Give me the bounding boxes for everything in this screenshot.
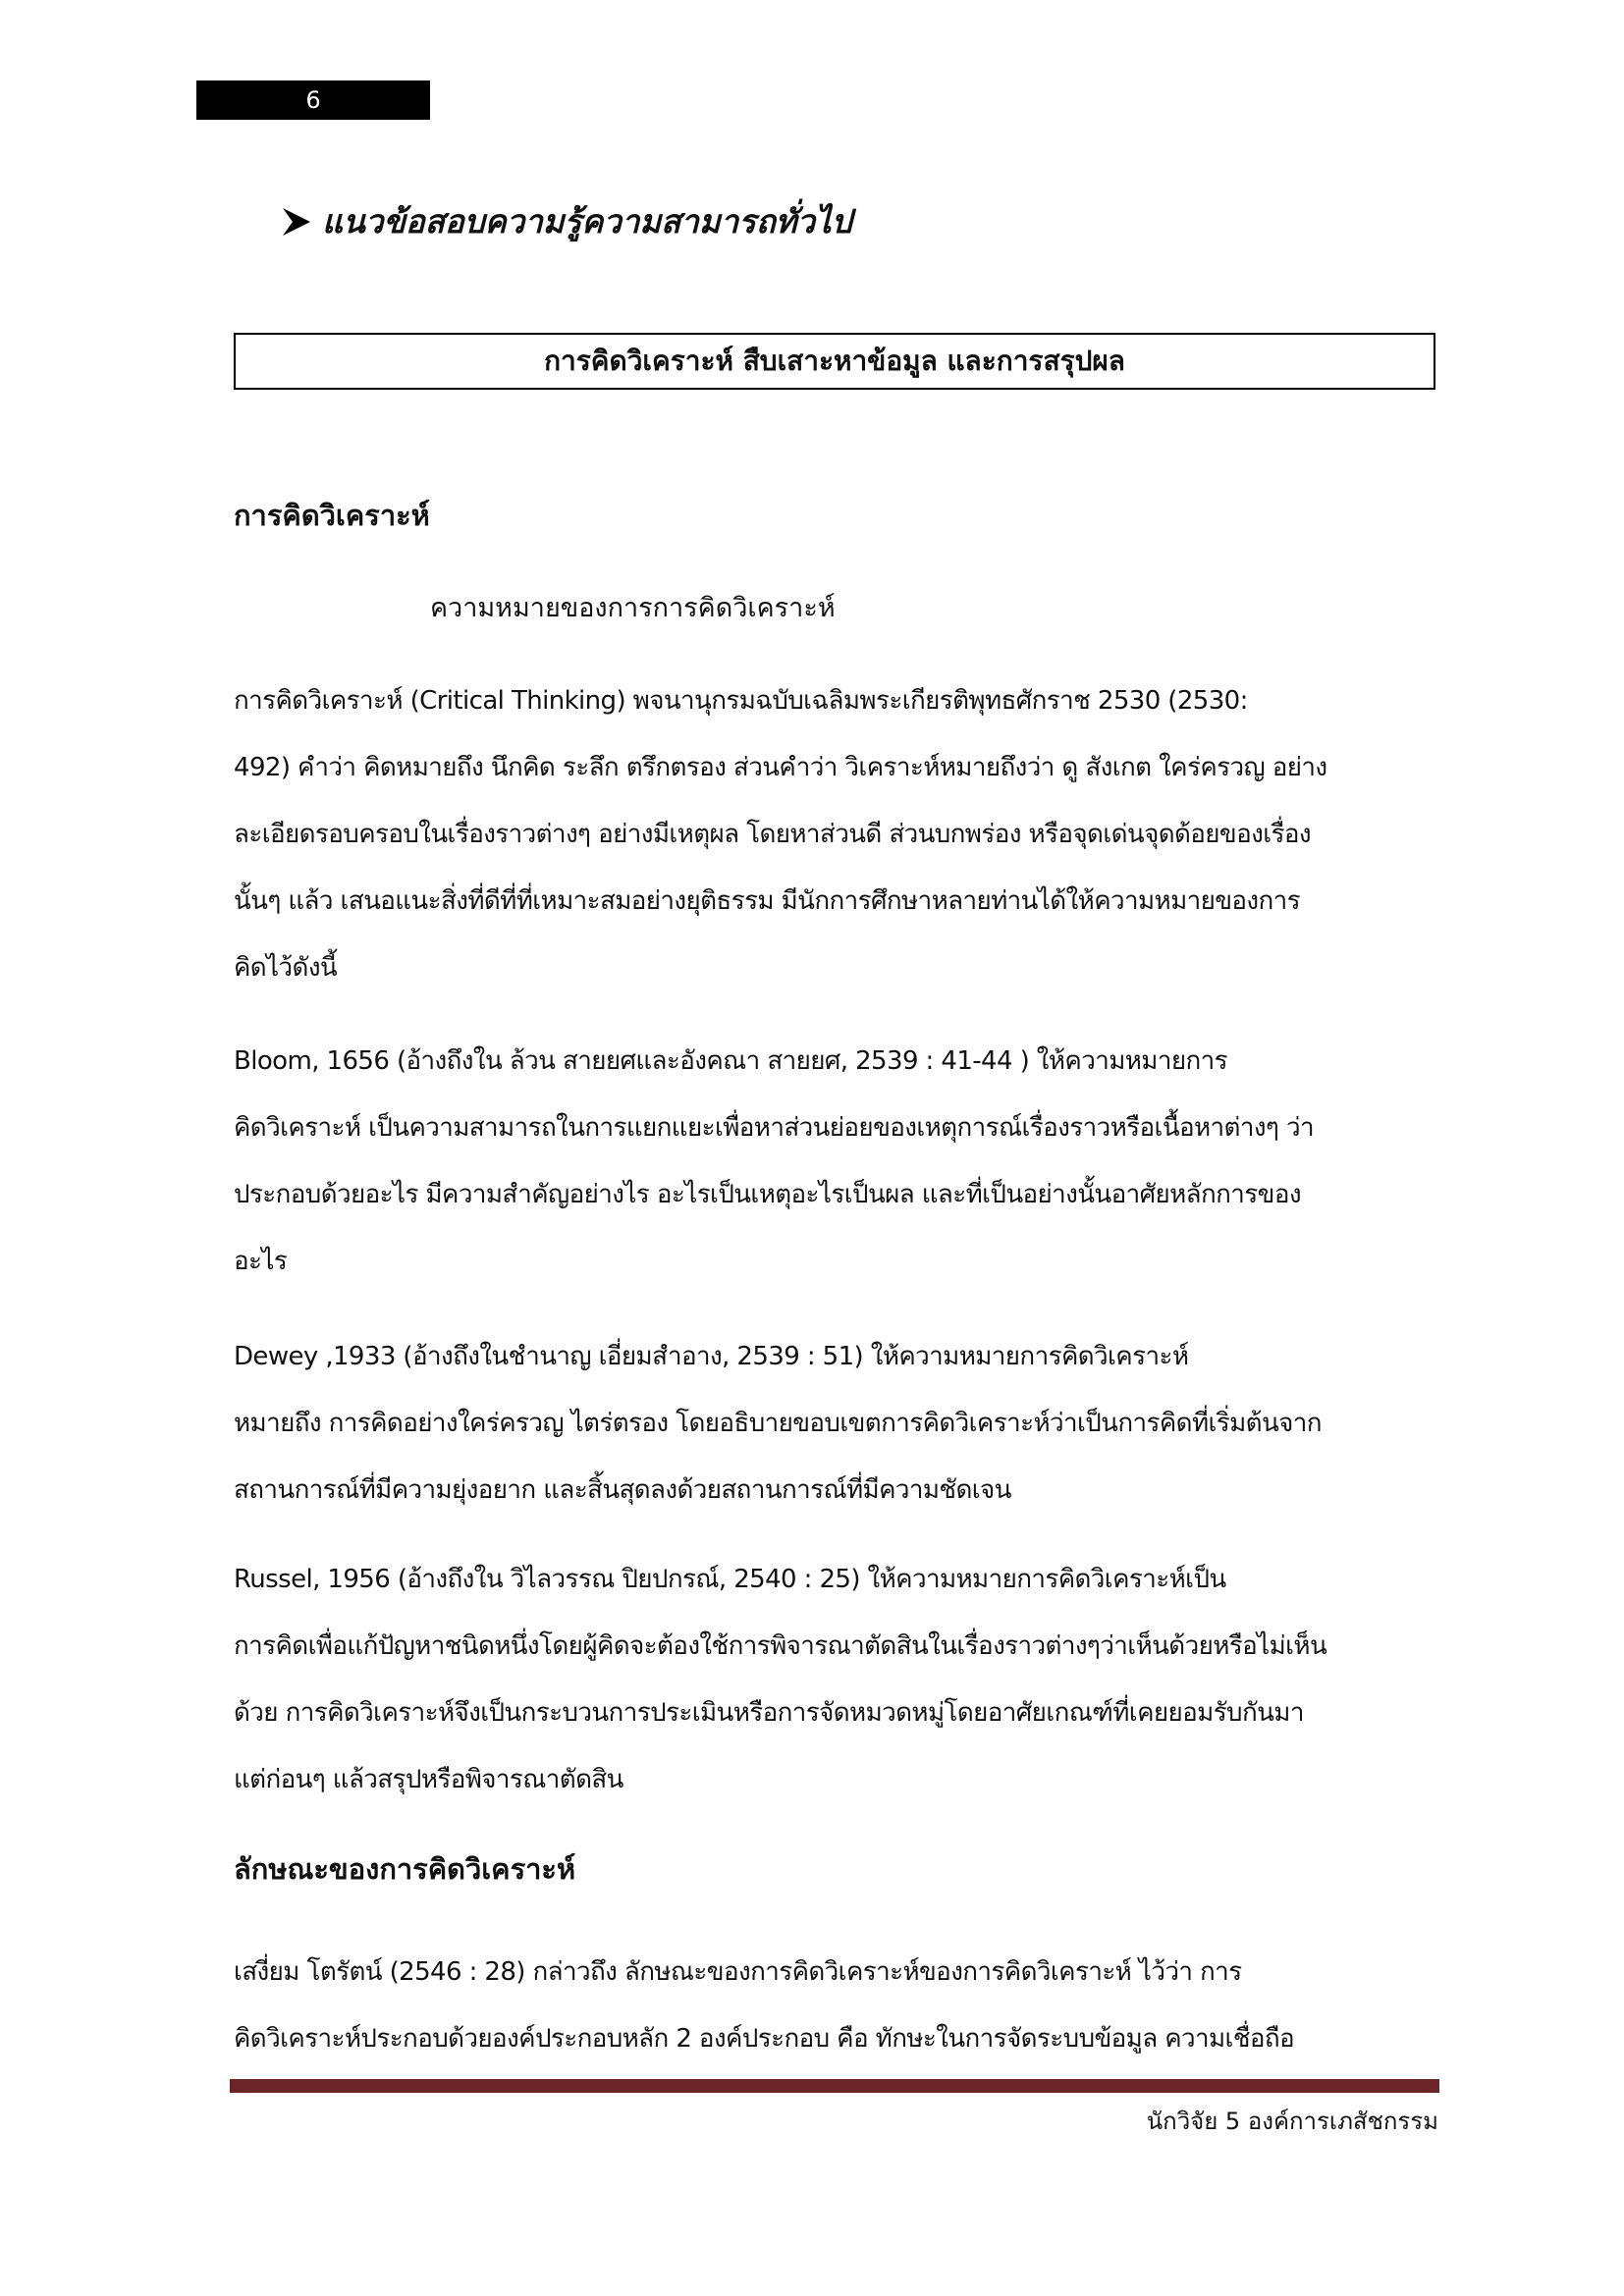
subheading-characteristics: ลักษณะของการคิดวิเคราะห์ <box>234 1852 576 1886</box>
section-heading-text: แนวข้อสอบความรู้ความสามารถทั่วไป <box>322 202 852 240</box>
section-heading <box>281 202 852 241</box>
footer-rule <box>230 2079 1439 2093</box>
topic-title-box: การคิดวิเคราะห์ สืบเสาะหาข้อมูล และการสรุปผล <box>234 333 1435 390</box>
footer-text: นักวิจัย 5 องค์การเภสัชกรรม <box>1146 2108 1438 2135</box>
page-number: 6 <box>196 80 430 120</box>
paragraph-dictionary-definition: การคิดวิเคราะห์ (Critical Thinking) พจนานุกรมฉบับเฉลิมพระเกียรติพุทธศักราช 2530 (2530: 492) คำว่า คิดหมายถึง นึกคิด ระลึก ตรึกตรอง ส่วนคำว่า วิเคราะห์หมายถึงว่า ดู สังเกต ใคร่ครวญ อย่าง ละเอียดรอบครอบในเรื่องราวต่างๆ อย่างมีเหตุผล โดยหาส่วนดี ส่วนบกพร่อง หรือจุดเด่นจุดด้อยของเรื่อง นั้นๆ แล้ว เสนอแนะสิ่งที่ดีที่ที่เหมาะสมอย่างยุติธรรม มีนักการศึกษาหลายท่านได้ให้ความหมายของการ คิดไว้ดังนี้ <box>234 686 1327 983</box>
arrow-bullet-icon <box>281 202 312 241</box>
subheading-critical-thinking: การคิดวิเคราะห์ <box>234 499 430 532</box>
definition-heading: ความหมายของการการคิดวิเคราะห์ <box>430 593 836 623</box>
paragraph-sangiam: เสงี่ยม โตรัตน์ (2546 : 28) กล่าวถึง ลักษณะของการคิดวิเคราะห์ของการคิดวิเคราะห์ ไว้ว่า การ คิดวิเคราะห์ประกอบด้วยองค์ประกอบหลัก 2 องค์ประกอบ คือ ทักษะในการจัดระบบข้อมูล ความเชื่อถือ <box>234 1957 1295 2054</box>
paragraph-russel: Russel, 1956 (อ้างถึงใน วิไลวรรณ ปิยปกรณ์, 2540 : 25) ให้ความหมายการคิดวิเคราะห์เป็น การคิดเพื่อแก้ปัญหาชนิดหนึ่งโดยผู้คิดจะต้องใช้การพิจารณาตัดสินในเรื่องราวต่างๆว่าเห็นด้วยหรือไม่เห็น ด้วย การคิดวิเคราะห์จึงเป็นกระบวนการประเมินหรือการจัดหมวดหมู่โดยอาศัยเกณฑ์ที่เคยยอมรับกันมา แต่ก่อนๆ แล้วสรุปหรือพิจารณาตัดสิน <box>234 1565 1327 1794</box>
paragraph-dewey: Dewey ,1933 (อ้างถึงในชำนาญ เอี่ยมสำอาง, 2539 : 51) ให้ความหมายการคิดวิเคราะห์ หมายถึง การคิดอย่างใคร่ครวญ ไตร่ตรอง โดยอธิบายขอบเขตการคิดวิเคราะห์ว่าเป็นการคิดที่เริ่มต้นจาก สถานการณ์ที่มีความยุ่งอยาก และสิ้นสุดลงด้วยสถานการณ์ที่มีความชัดเจน <box>234 1342 1322 1505</box>
paragraph-bloom: Bloom, 1656 (อ้างถึงใน ล้วน สายยศและอังคณา สายยศ, 2539 : 41-44 ) ให้ความหมายการ คิดวิเคราะห์ เป็นความสามารถในการแยกแยะเพื่อหาส่วนย่อยของเหตุการณ์เรื่องราวหรือเนื้อหาต่างๆ ว่า ประกอบด้วยอะไร มีความสำคัญอย่างไร อะไรเป็นเหตุอะไรเป็นผล และที่เป็นอย่างนั้นอาศัยหลักการของ อะไร <box>234 1046 1314 1276</box>
